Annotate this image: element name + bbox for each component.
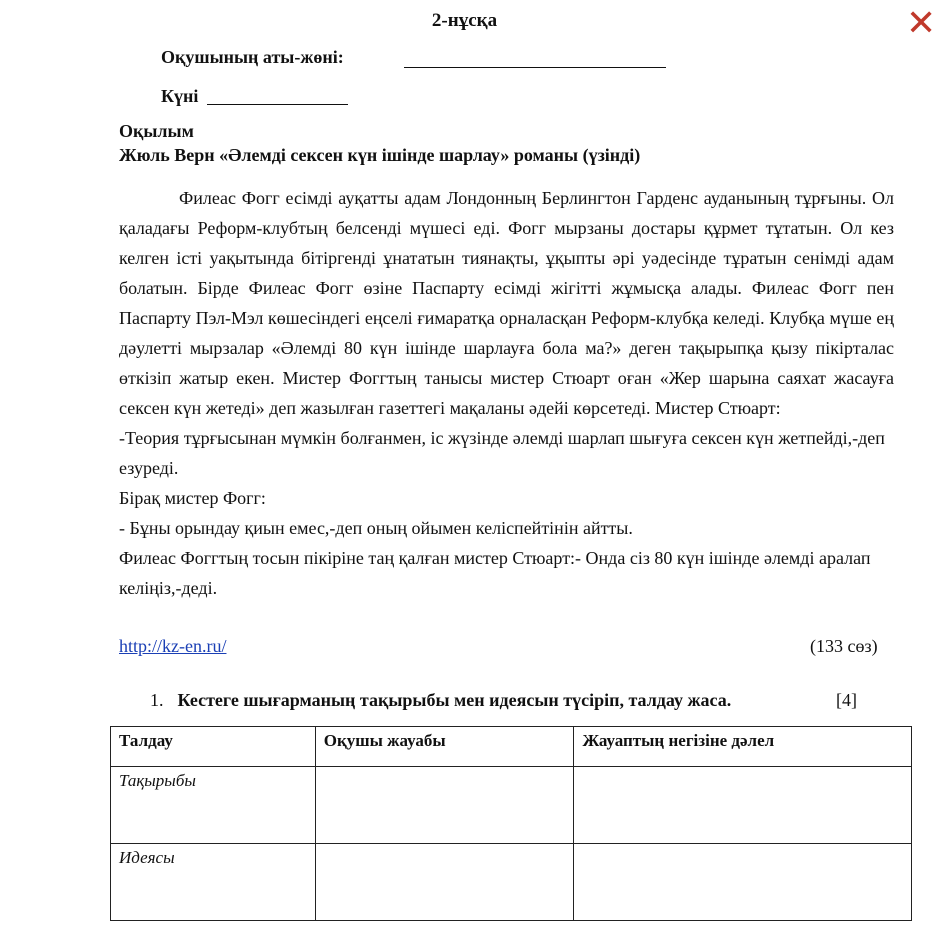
answer-cell[interactable]	[315, 844, 574, 921]
table-row	[111, 767, 912, 844]
work-title: Жюль Верн «Әлемді сексен күн ішінде шарлау» романы (үзінді)	[119, 145, 641, 165]
evidence-cell[interactable]	[574, 844, 912, 921]
reading-text	[119, 183, 894, 603]
task-number: 1.	[150, 690, 164, 710]
table-row	[111, 844, 912, 921]
table-header-cell: Талдау	[111, 727, 316, 767]
source-link[interactable]: http://kz-en.ru/	[119, 636, 227, 656]
table-row-label: Тақырыбы	[111, 767, 316, 844]
table-row-label: Идеясы	[111, 844, 316, 921]
word-count: (133 сөз)	[810, 636, 878, 656]
paragraph: Филеас Фоггтың тосын пікіріне таң қалған мистер Стюарт:- Онда сіз 80 күн ішінде әлемді аралап келіңіз,-деді.	[119, 548, 871, 598]
analysis-table	[110, 726, 912, 921]
date-label: Күні	[161, 86, 199, 106]
paragraph: - Бұны орындау қиын емес,-деп оның ойымен келіспейтінін айтты.	[119, 518, 633, 538]
table-header-cell: Оқушы жауабы	[315, 727, 574, 767]
paragraph: Филеас Фогг есімді ауқатты адам Лондонның Берлингтон Гарденс ауданының тұрғыны. Ол қаладағы Реформ-клубтың белсенді мүшесі еді. Фогг мырзаны достары құрмет тұтатын. Ол кез келген істі уақытында бітіргенді ұнататын тиянақты, ұқыпты әрі уәдесінде тұратын сенімді адам болатын. Бірде Филеас Фогг өзіне Паспарту есімді жігітті жұмысқа алады. Филеас Фогг пен Паспарту Пэл-Мэл көшесіндегі еңселі ғимаратқа орналасқан Реформ-клубқа келеді. Клубқа мүше ең дәулетті мырзалар «Әлемді 80 күн ішінде шарлауға бола ма?» деген тақырыпқа қызу пікірталас өткізіп жатыр екен. Мистер Фоггтың танысы мистер Стюарт оған «Жер шарына саяхат жасауға сексен күн жетеді» деп жазылған газеттегі мақаланы әдейі көрсетеді. Мистер Стюарт:	[119, 188, 894, 418]
table-header-cell: Жауаптың негізіне дәлел	[574, 727, 912, 767]
paragraph: -Теория тұрғысынан мүмкін болғанмен, іс жүзінде әлемді шарлап шығуға сексен күн жетпейді,-деп езуреді.	[119, 428, 885, 478]
paragraph: Бірақ мистер Фогг:	[119, 488, 266, 508]
task-text: Кестеге шығарманың тақырыбы мен идеясын түсіріп, талдау жаса.	[177, 690, 732, 710]
task-score: [4]	[836, 690, 857, 710]
close-icon[interactable]: ✕	[906, 3, 936, 44]
evidence-cell[interactable]	[574, 767, 912, 844]
table-header-row	[111, 727, 912, 767]
variant-title: 2-нұсқа	[431, 10, 498, 31]
task-instruction	[150, 690, 731, 711]
date-line	[207, 104, 348, 105]
section-title: Оқылым	[119, 121, 194, 141]
student-name-label: Оқушының аты-жөні:	[161, 47, 344, 67]
student-name-line	[404, 67, 666, 68]
answer-cell[interactable]	[315, 767, 574, 844]
